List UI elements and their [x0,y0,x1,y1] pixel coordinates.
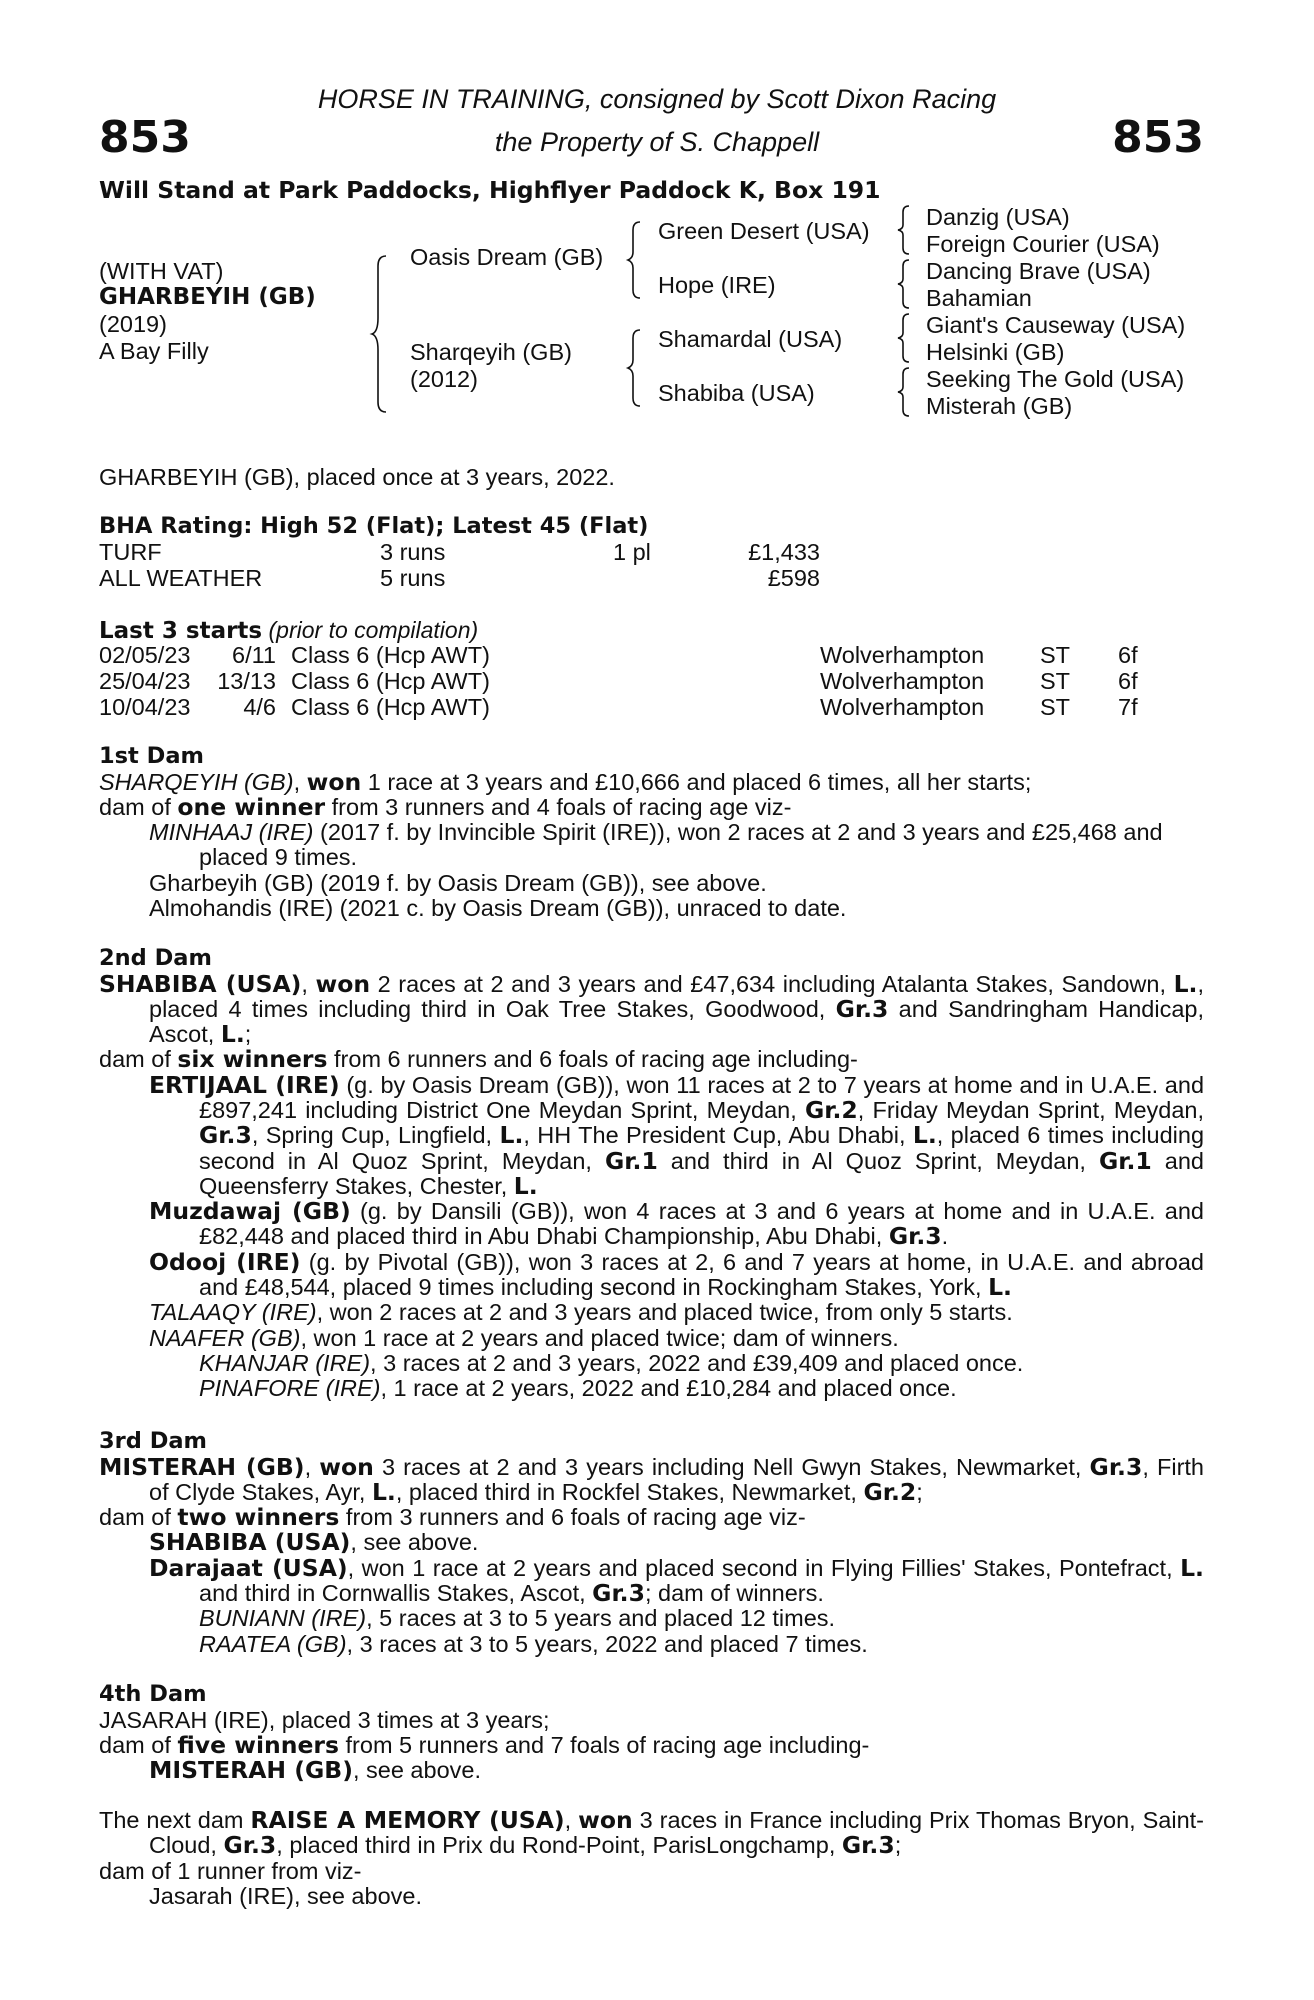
turf-label: TURF [99,539,162,565]
turf-placed: 1 pl [613,539,651,565]
pedigree-g4-3: Dancing Brave (USA) [926,258,1151,284]
pedigree-bracket-g3-2 [898,258,914,310]
next-dam-name: RAISE A MEMORY (USA) [250,1806,565,1834]
second-dam-record: SHABIBA (USA), won 2 races at 2 and 3 years and £47,634 including Atalanta Stakes, Sandown, L., placed 4 times including third in Oak Tree Stakes, Goodwood, Gr.3 and Sandringham Handicap, Ascot, L.; [99,969,1204,1049]
pedigree-dam-year: (2012) [410,366,478,392]
third-dam-record: MISTERAH (GB), won 3 races at 2 and 3 years including Nell Gwyn Stakes, Newmarket, Gr.3, Firth of Clyde Stakes, Ayr, L., placed third in Rockfel Stakes, Newmarket, Gr.2; [99,1452,1205,1506]
pedigree-g4-5: Giant's Causeway (USA) [926,312,1186,338]
pedigree-g4-7: Seeking The Gold (USA) [926,366,1185,392]
start-2-going: ST [1040,668,1071,694]
last-starts-note: (prior to compilation) [268,617,479,643]
produce-jasarah: Jasarah (IRE), see above. [149,1882,422,1909]
pedigree-dam: Sharqeyih (GB) [410,339,572,365]
produce-pinafore: PINAFORE (IRE), 1 race at 2 years, 2022 and £10,284 and placed once. [199,1375,957,1402]
vat-note: (WITH VAT) [99,258,224,284]
start-2-distance: 6f [1118,668,1138,694]
produce-ertijaal: ERTIJAAL (IRE) (g. by Oasis Dream (GB)), won 11 races at 2 to 7 years at home and in U.A.E. and £897,241 including District One Meydan Sprint, Meydan, Gr.2, Friday Meydan Sprint, Meydan, Gr.3, Spring Cup, Lingfield, L., HH The President Cup, Abu Dhabi, L., placed 6 times including second in Al Quoz Sprint, Meydan, Gr.1 and third in Al Quoz Sprint, Meydan, Gr.1 and Queensferry Stakes, Chester, L. [149,1070,1205,1200]
second-dam-name: SHABIBA (USA) [99,969,302,998]
start-2-course: Wolverhampton [820,668,985,694]
third-dam-title: 3rd Dam [99,1428,207,1454]
next-dam-section [99,1808,1204,1909]
pedigree-g4-1: Danzig (USA) [926,204,1070,230]
produce-talaaqy: TALAAQY (IRE), won 2 races at 2 and 3 years and placed twice, from only 5 starts. [149,1299,1013,1326]
first-dam-section [99,744,1204,921]
consignment-line: HORSE IN TRAINING, consigned by Scott Dixon Racing [317,84,997,114]
first-dam-name: SHARQEYIH (GB) [99,768,294,795]
pedigree-g4-4: Bahamian [926,285,1032,311]
aw-label: ALL WEATHER [99,565,263,591]
start-2-pos: 13/13 [217,668,276,694]
start-1-going: ST [1040,642,1071,668]
start-1-distance: 6f [1118,642,1138,668]
first-dam-title: 1st Dam [99,743,204,769]
second-dam-title: 2nd Dam [99,945,212,971]
first-dam-record: SHARQEYIH (GB), won 1 race at 3 years and £10,666 and placed 6 times, all her starts; [99,767,1032,796]
pedigree-dam-sire: Shamardal (USA) [658,326,843,352]
pedigree-bracket-g3-1 [898,204,914,256]
lot-number-right: 853 [1112,112,1204,163]
produce-raatea: RAATEA (GB), 3 races at 3 to 5 years, 2022 and placed 7 times. [199,1630,868,1657]
bha-rating-title: BHA Rating: High 52 (Flat); Latest 45 (Flat) [99,513,649,539]
horse-name: GHARBEYIH (GB) [99,284,316,310]
start-3-date: 10/04/23 [99,694,191,720]
produce-gharbeyih: Gharbeyih (GB) (2019 f. by Oasis Dream (GB)), see above. [149,869,767,896]
race-summary: GHARBEYIH (GB), placed once at 3 years, 2022. [99,464,615,490]
third-dam-section [99,1429,1204,1657]
produce-muzdawaj: Muzdawaj (GB) (g. by Dansili (GB)), won 4 races at 3 and 6 years at home and in U.A.E. and £82,448 and placed third in Abu Dhabi Championship, Abu Dhabi, Gr.3. [149,1197,1204,1251]
start-3-course: Wolverhampton [820,694,985,720]
third-dam-produce-summary: dam of two winners from 3 runners and 6 foals of racing age viz- [99,1503,806,1532]
start-2-class: Class 6 (Hcp AWT) [291,668,490,694]
pedigree-sire-sire: Green Desert (USA) [658,218,870,244]
produce-khanjar: KHANJAR (IRE), 3 races at 2 and 3 years, 2022 and £39,409 and placed once. [199,1349,1024,1376]
horse-description: A Bay Filly [99,338,209,364]
last-starts-title: Last 3 starts [99,618,263,644]
start-2-date: 25/04/23 [99,668,191,694]
won-label: won [306,767,362,796]
produce-almohandis: Almohandis (IRE) (2021 c. by Oasis Dream (GB)), unraced to date. [149,894,847,921]
start-1-pos: 6/11 [232,642,276,668]
pedigree-g4-6: Helsinki (GB) [926,339,1065,365]
produce-darajaat: Darajaat (USA), won 1 race at 2 years and placed second in Flying Fillies' Stakes, Pontefract, L. and third in Cornwallis Stakes, Ascot, Gr.3; dam of winners. [149,1553,1204,1607]
turf-prize: £1,433 [748,539,820,565]
produce-minhaaj: MINHAAJ (IRE) (2017 f. by Invincible Spirit (IRE)), won 2 races at 2 and 3 years and £25,468 and placed 9 times. [149,819,1163,871]
second-dam-produce-summary: dam of six winners from 6 runners and 6 foals of racing age including- [99,1045,858,1074]
aw-runs: 5 runs [380,565,446,591]
stand-location: Will Stand at Park Paddocks, Highflyer Paddock K, Box 191 [99,176,881,204]
last-starts-heading [99,617,478,644]
winners-count: one winner [177,792,326,821]
pedigree-sire-dam: Hope (IRE) [658,272,776,298]
start-3-class: Class 6 (Hcp AWT) [291,694,490,720]
pedigree-bracket-main [372,254,392,414]
fourth-dam-produce-summary: dam of five winners from 5 runners and 7 foals of racing age including- [99,1730,870,1759]
produce-buniann: BUNIANN (IRE), 5 races at 3 to 5 years and placed 12 times. [199,1605,836,1632]
produce-shabiba: SHABIBA (USA), see above. [149,1528,479,1557]
property-line: the Property of S. Chappell [494,127,820,157]
horse-year: (2019) [99,311,167,337]
pedigree-bracket-g3-4 [898,366,914,418]
fourth-dam-section [99,1682,1204,1783]
start-1-date: 02/05/23 [99,642,191,668]
pedigree-g4-2: Foreign Courier (USA) [926,231,1160,257]
turf-runs: 3 runs [380,539,446,565]
fourth-dam-title: 4th Dam [99,1681,207,1707]
next-dam-record: The next dam RAISE A MEMORY (USA), won 3 races in France including Prix Thomas Bryon, Saint-Cloud, Gr.3, placed third in Prix du Rond-Point, ParisLongchamp, Gr.3; [99,1806,1205,1860]
pedigree-g4-8: Misterah (GB) [926,393,1073,419]
pedigree-bracket-sire [628,220,646,300]
lot-number-left: 853 [99,112,191,163]
start-1-class: Class 6 (Hcp AWT) [291,642,490,668]
pedigree-dam-dam: Shabiba (USA) [658,380,815,406]
first-dam-produce-summary: dam of one winner from 3 runners and 4 foals of racing age viz- [99,792,792,821]
start-3-pos: 4/6 [243,694,276,720]
pedigree-bracket-g3-3 [898,312,914,364]
pedigree-sire: Oasis Dream (GB) [410,244,604,270]
produce-naafer: NAAFER (GB), won 1 race at 2 years and placed twice; dam of winners. [149,1324,899,1351]
pedigree-bracket-dam [628,328,646,408]
next-dam-produce-summary: dam of 1 runner from viz- [99,1857,362,1884]
start-1-course: Wolverhampton [820,642,985,668]
produce-misterah: MISTERAH (GB), see above. [149,1756,481,1785]
start-3-going: ST [1040,694,1071,720]
fourth-dam-record: JASARAH (IRE), placed 3 times at 3 years; [99,1706,550,1733]
second-dam-section [99,946,1204,1402]
third-dam-name: MISTERAH (GB) [99,1452,305,1481]
start-3-distance: 7f [1118,694,1138,720]
produce-odooj: Odooj (IRE) (g. by Pivotal (GB)), won 3 races at 2, 6 and 7 years at home, in U.A.E. and abroad and £48,544, placed 9 times including second in Rockingham Stakes, York, L. [149,1247,1204,1302]
aw-prize: £598 [767,565,820,591]
